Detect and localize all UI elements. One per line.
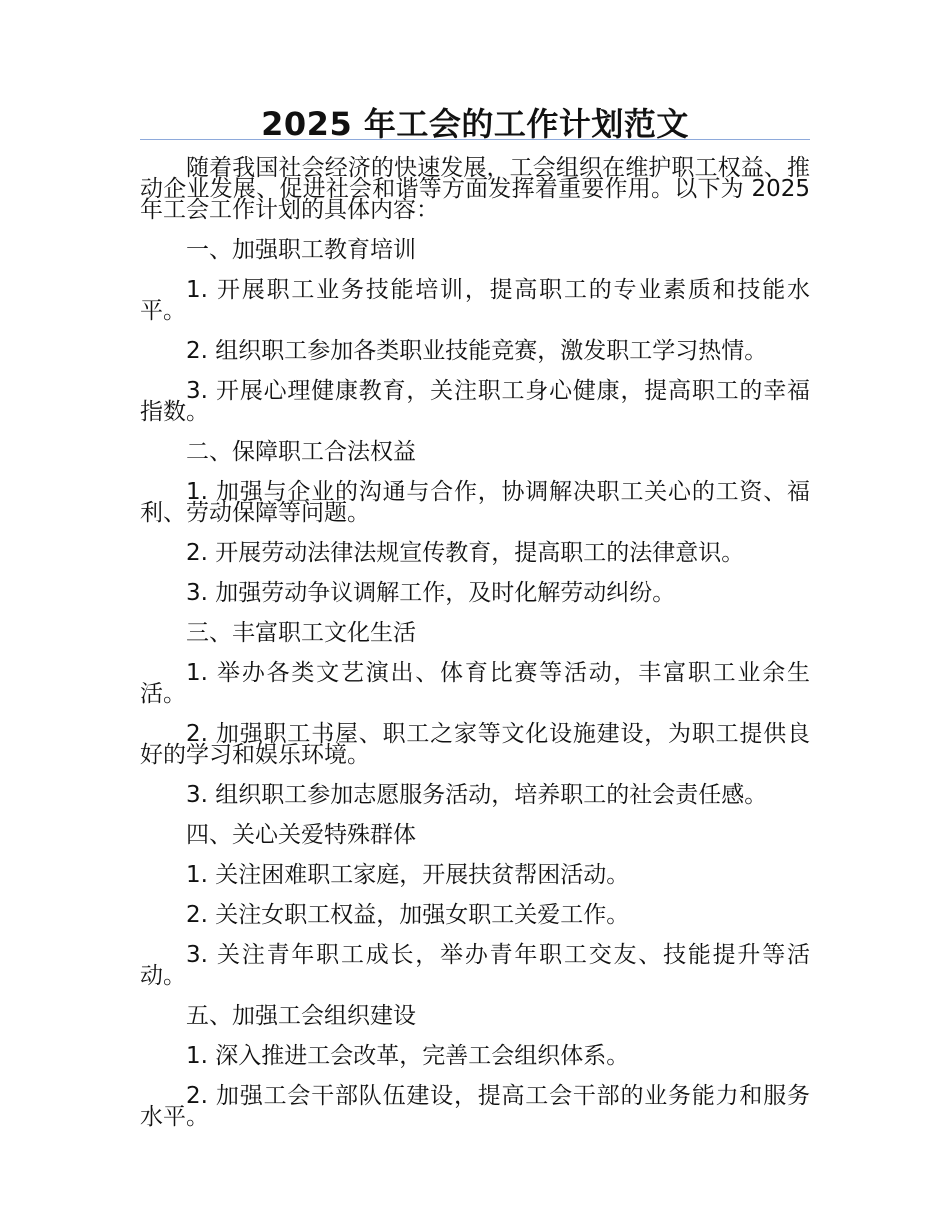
section-heading-1: 一、加强职工教育培训 — [186, 237, 416, 263]
section-heading-5: 五、加强工会组织建设 — [186, 1003, 416, 1029]
list-item: 1. 开展职工业务技能培训，提高职工的专业素质和技能水平。 — [140, 277, 810, 324]
document-title: 2025 年工会的工作计划范文 — [261, 105, 689, 143]
title-underline — [140, 139, 810, 140]
list-item: 3. 加强劳动争议调解工作，及时化解劳动纠纷。 — [186, 580, 676, 606]
list-item: 3. 关注青年职工成长，举办青年职工交友、技能提升等活动。 — [140, 942, 810, 989]
section-heading-2: 二、保障职工合法权益 — [186, 439, 416, 465]
list-item: 1. 举办各类文艺演出、体育比赛等活动，丰富职工业余生活。 — [140, 660, 810, 707]
list-item: 2. 关注女职工权益，加强女职工关爱工作。 — [186, 902, 630, 928]
list-item: 1. 关注困难职工家庭，开展扶贫帮困活动。 — [186, 862, 630, 888]
list-item: 2. 组织职工参加各类职业技能竞赛，激发职工学习热情。 — [186, 338, 768, 364]
list-item: 1. 加强与企业的沟通与合作，协调解决职工关心的工资、福利、劳动保障等问题。 — [140, 479, 810, 526]
section-heading-4: 四、关心关爱特殊群体 — [186, 822, 416, 848]
list-item: 3. 组织职工参加志愿服务活动，培养职工的社会责任感。 — [186, 782, 768, 808]
list-item: 1. 深入推进工会改革，完善工会组织体系。 — [186, 1043, 630, 1069]
document-body — [140, 155, 810, 1147]
section-heading-3: 三、丰富职工文化生活 — [186, 620, 416, 646]
list-item: 2. 加强职工书屋、职工之家等文化设施建设，为职工提供良好的学习和娱乐环境。 — [140, 721, 810, 768]
list-item: 2. 加强工会干部队伍建设，提高工会干部的业务能力和服务水平。 — [140, 1083, 810, 1130]
intro-paragraph: 随着我国社会经济的快速发展，工会组织在维护职工权益、推动企业发展、促进社会和谐等方面发挥着重要作用。以下为 2025 年工会工作计划的具体内容： — [140, 155, 810, 223]
list-item: 2. 开展劳动法律法规宣传教育，提高职工的法律意识。 — [186, 540, 745, 566]
list-item: 3. 开展心理健康教育，关注职工身心健康，提高职工的幸福指数。 — [140, 378, 810, 425]
